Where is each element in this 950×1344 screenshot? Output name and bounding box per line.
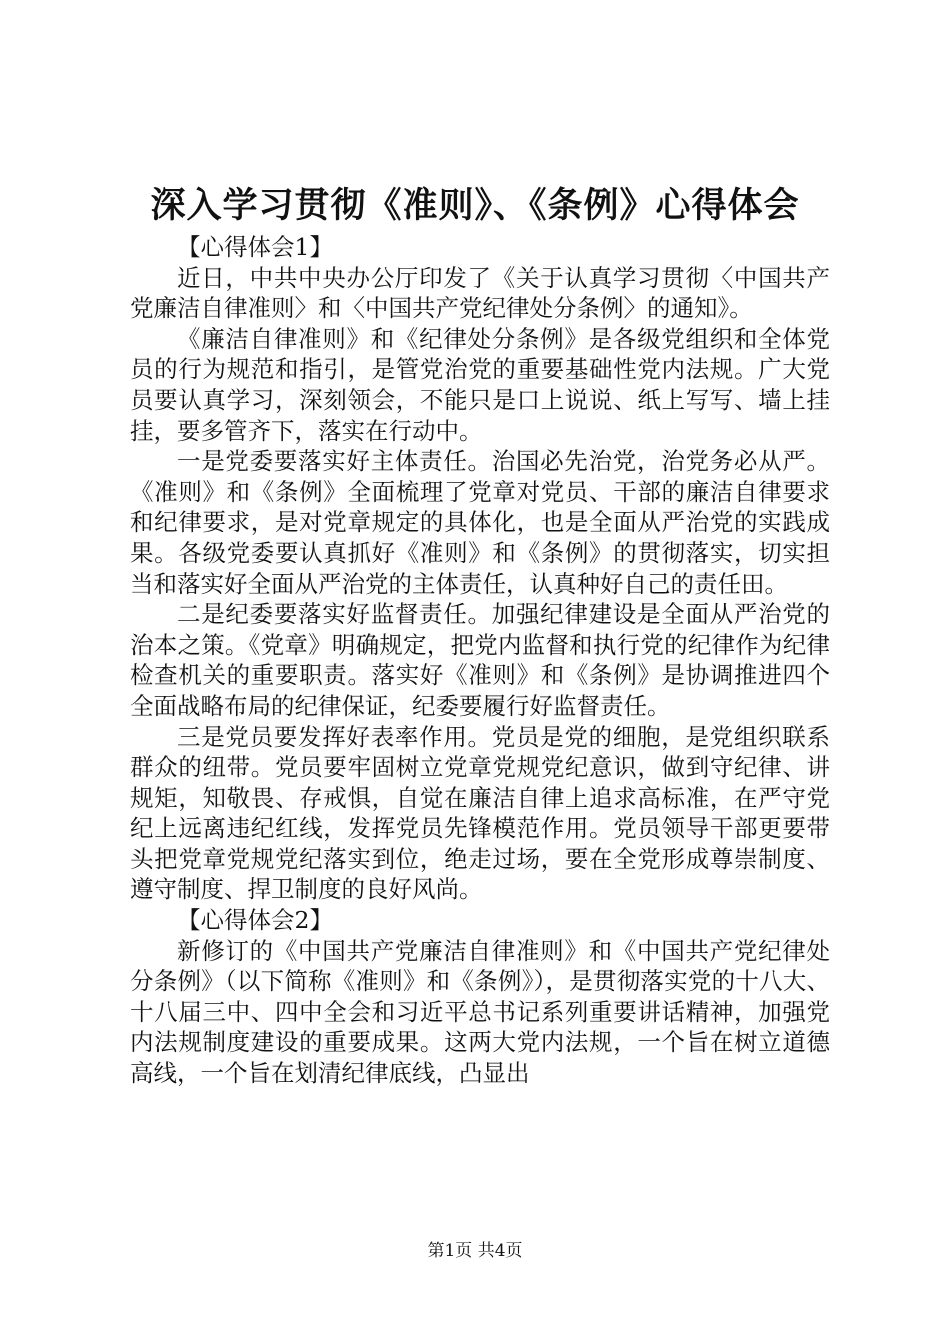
section-heading-1: 【心得体会1】 xyxy=(177,233,333,261)
paragraph-point-2: 二是纪委要落实好监督责任。加强纪律建设是全面从严治党的治本之策。《党章》明确规定，把党内监督和执行党的纪律作为纪律检查机关的重要职责。落实好《准则》和《条例》是协调推进四个全面战略布局的纪律保证，纪委要履行好监督责任。 xyxy=(130,600,830,720)
section-heading-2: 【心得体会2】 xyxy=(177,906,333,935)
document-title: 深入学习贯彻《准则》、《条例》心得体会 xyxy=(150,185,800,226)
paragraph-section-2: 新修订的《中国共产党廉洁自律准则》和《中国共产党纪律处分条例》（以下简称《准则》和《条例》），是贯彻落实党的十八大、十八届三中、四中全会和习近平总书记系列重要讲话精神，加强党内法规制度建设的重要成果。这两大党内法规，一个旨在树立道德高线，一个旨在划清纪律底线，凸显出 xyxy=(130,936,830,1088)
paragraph-point-3: 三是党员要发挥好表率作用。党员是党的细胞，是党组织联系群众的纽带。党员要牢固树立党章党规党纪意识，做到守纪律、讲规矩，知敬畏、存戒惧，自觉在廉洁自律上追求高标准，在严守党纪上远离违纪红线，发挥党员先锋模范作用。党员领导干部更要带头把党章党规党纪落实到位，绝走过场，要在全党形成尊崇制度、遵守制度、捍卫制度的良好风尚。 xyxy=(130,722,830,904)
document-body xyxy=(130,232,830,1089)
page-number-footer: 第1页 共4页 xyxy=(427,1241,523,1261)
paragraph-point-1: 一是党委要落实好主体责任。治国必先治党，治党务必从严。《准则》和《条例》全面梳理了党章对党员、干部的廉洁自律要求和纪律要求，是对党章规定的具体化，也是全面从严治党的实践成果。各级党委要认真抓好《准则》和《条例》的贯彻落实，切实担当和落实好全面从严治党的主体责任，认真种好自己的责任田。 xyxy=(130,447,830,598)
paragraph-overview: 《廉洁自律准则》和《纪律处分条例》是各级党组织和全体党员的行为规范和指引，是管党治党的重要基础性党内法规。广大党员要认真学习，深刻领会，不能只是口上说说、纸上写写、墙上挂挂，要多管齐下，落实在行动中。 xyxy=(130,324,830,445)
paragraph-intro: 近日，中共中央办公厅印发了《关于认真学习贯彻〈中国共产党廉洁自律准则〉和〈中国共产党纪律处分条例〉的通知》。 xyxy=(130,263,830,323)
